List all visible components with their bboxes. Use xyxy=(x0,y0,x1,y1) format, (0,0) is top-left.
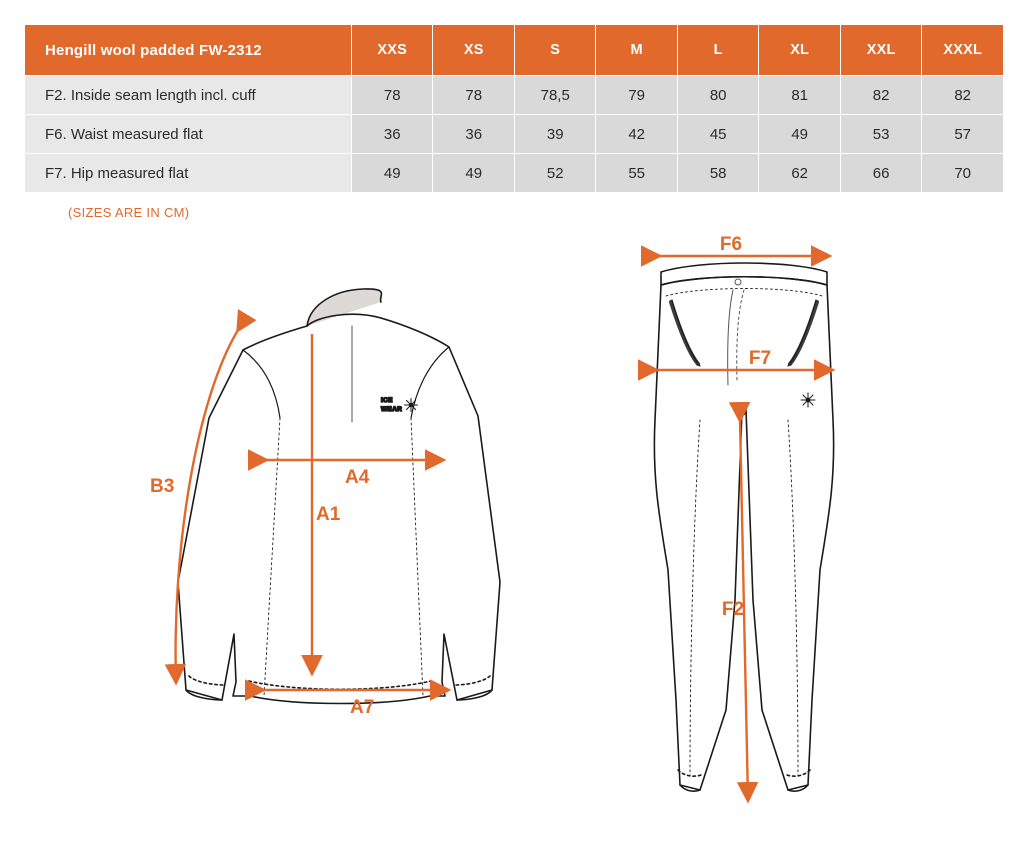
measurement-value: 78 xyxy=(352,76,433,115)
table-header-row xyxy=(25,25,1004,76)
measurement-value: 52 xyxy=(514,154,595,193)
label-f2: F2 xyxy=(721,599,745,620)
measurement-value: 49 xyxy=(759,115,840,154)
label-a7: A7 xyxy=(350,697,375,718)
measurement-value: 78 xyxy=(433,76,514,115)
label-a4: A4 xyxy=(345,467,370,488)
measurement-value: 79 xyxy=(596,76,677,115)
measurement-value: 66 xyxy=(840,154,921,193)
size-chart-table xyxy=(24,24,1004,193)
measure-line-b3 xyxy=(176,330,238,682)
sweater-measure-lines xyxy=(176,330,448,690)
measurement-value: 55 xyxy=(596,154,677,193)
measurement-value: 78,5 xyxy=(514,76,595,115)
measurement-value: 82 xyxy=(922,76,1004,115)
table-row xyxy=(25,76,1004,115)
measurement-value: 36 xyxy=(433,115,514,154)
measurement-value: 39 xyxy=(514,115,595,154)
measurement-value: 53 xyxy=(840,115,921,154)
measurement-value: 58 xyxy=(677,154,758,193)
size-header-m: M xyxy=(596,25,677,76)
measurement-value: 62 xyxy=(759,154,840,193)
measurement-value: 82 xyxy=(840,76,921,115)
size-header-xxxl: XXXL xyxy=(922,25,1004,76)
sweater-measure-labels xyxy=(150,467,374,718)
measurement-value: 57 xyxy=(922,115,1004,154)
label-b3: B3 xyxy=(150,476,175,497)
measurement-value: 49 xyxy=(352,154,433,193)
measurement-label: F6. Waist measured flat xyxy=(25,115,352,154)
label-f6: F6 xyxy=(719,234,743,255)
label-a1: A1 xyxy=(316,504,341,525)
size-header-s: S xyxy=(514,25,595,76)
size-header-l: L xyxy=(677,25,758,76)
units-note: (SIZES ARE IN CM) xyxy=(68,205,190,220)
measurement-value: 36 xyxy=(352,115,433,154)
measurement-label: F7. Hip measured flat xyxy=(25,154,352,193)
measurement-value: 80 xyxy=(677,76,758,115)
trousers-illustration xyxy=(654,263,833,791)
size-header-xxs: XXS xyxy=(352,25,433,76)
garment-diagrams xyxy=(0,230,1027,850)
table-row xyxy=(25,115,1004,154)
measurement-value: 42 xyxy=(596,115,677,154)
size-table-container xyxy=(24,24,1004,193)
measurement-label: F2. Inside seam length incl. cuff xyxy=(25,76,352,115)
label-f7: F7 xyxy=(748,348,772,369)
measurement-value: 81 xyxy=(759,76,840,115)
product-title: Hengill wool padded FW-2312 xyxy=(25,25,352,76)
trousers-logo-icon xyxy=(801,393,815,407)
size-header-xl: XL xyxy=(759,25,840,76)
size-header-xs: XS xyxy=(433,25,514,76)
brand-logo-line1: ICE xyxy=(381,397,393,404)
measurement-value: 49 xyxy=(433,154,514,193)
measurement-value: 70 xyxy=(922,154,1004,193)
table-header xyxy=(25,25,1004,76)
table-body xyxy=(25,76,1004,193)
table-row xyxy=(25,154,1004,193)
measurement-value: 45 xyxy=(677,115,758,154)
brand-logo-line2: WEAR xyxy=(381,406,403,413)
trousers-measure-labels xyxy=(720,234,771,620)
size-header-xxl: XXL xyxy=(840,25,921,76)
